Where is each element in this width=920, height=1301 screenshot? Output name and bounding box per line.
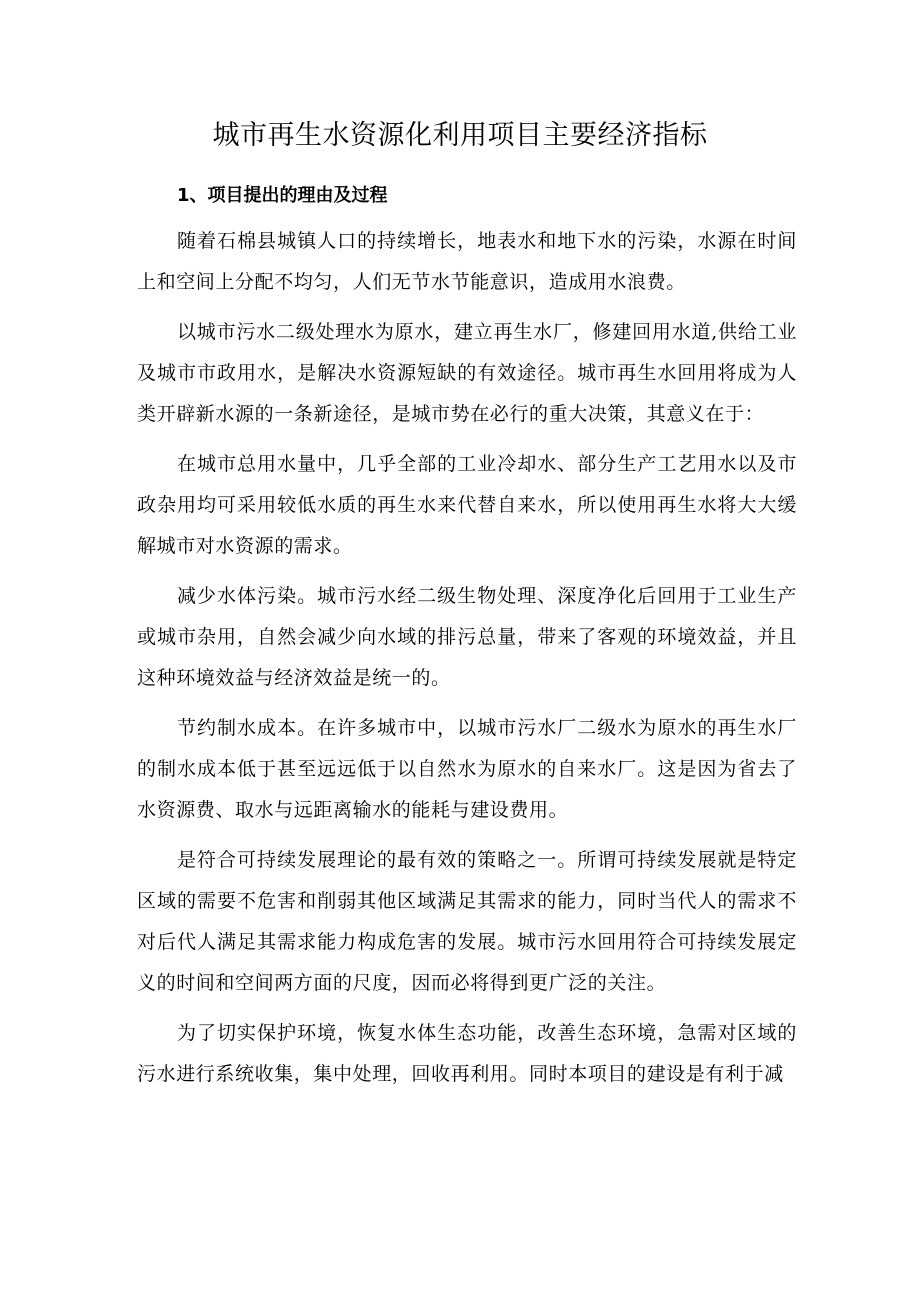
document-body bbox=[137, 175, 797, 1104]
paragraph-7: 为了切实保护环境，恢复水体生态功能，改善生态环境，急需对区域的污水进行系统收集，集中处理，回收再利用。同时本项目的建设是有利于减 bbox=[137, 1022, 797, 1085]
paragraph-2: 以城市污水二级处理水为原水，建立再生水厂，修建回用水道,供给工业及城市市政用水，是解决水资源短缺的有效途径。城市再生水回用将成为人类开辟新水源的一条新途径，是城市势在必行的重大决策，其意义在于： bbox=[137, 321, 797, 425]
section-heading: 1、项目提出的理由及过程 bbox=[177, 185, 388, 206]
paragraph-1: 随着石棉县城镇人口的持续增长，地表水和地下水的污染，水源在时间上和空间上分配不均匀，人们无节水节能意识，造成用水浪费。 bbox=[137, 230, 797, 293]
paragraph-3: 在城市总用水量中，几乎全部的工业冷却水、部分生产工艺用水以及市政杂用均可采用较低水质的再生水来代替自来水，所以使用再生水将大大缓解城市对水资源的需求。 bbox=[137, 453, 797, 557]
document-title: 城市再生水资源化利用项目主要经济指标 bbox=[212, 120, 708, 151]
paragraph-4: 减少水体污染。城市污水经二级生物处理、深度净化后回用于工业生产或城市杂用，自然会减少向水域的排污总量，带来了客观的环境效益，并且这种环境效益与经济效益是统一的。 bbox=[137, 585, 797, 689]
paragraph-6: 是符合可持续发展理论的最有效的策略之一。所谓可持续发展就是特定区域的需要不危害和削弱其他区域满足其需求的能力，同时当代人的需求不对后代人满足其需求能力构成危害的发展。城市污水回用符合可持续发展定义的时间和空间两方面的尺度，因而必将得到更广泛的关注。 bbox=[137, 849, 797, 994]
paragraph-5: 节约制水成本。在许多城市中，以城市污水厂二级水为原水的再生水厂的制水成本低于甚至远远低于以自然水为原水的自来水厂。这是因为省去了水资源费、取水与远距离输水的能耗与建设费用。 bbox=[137, 717, 797, 821]
